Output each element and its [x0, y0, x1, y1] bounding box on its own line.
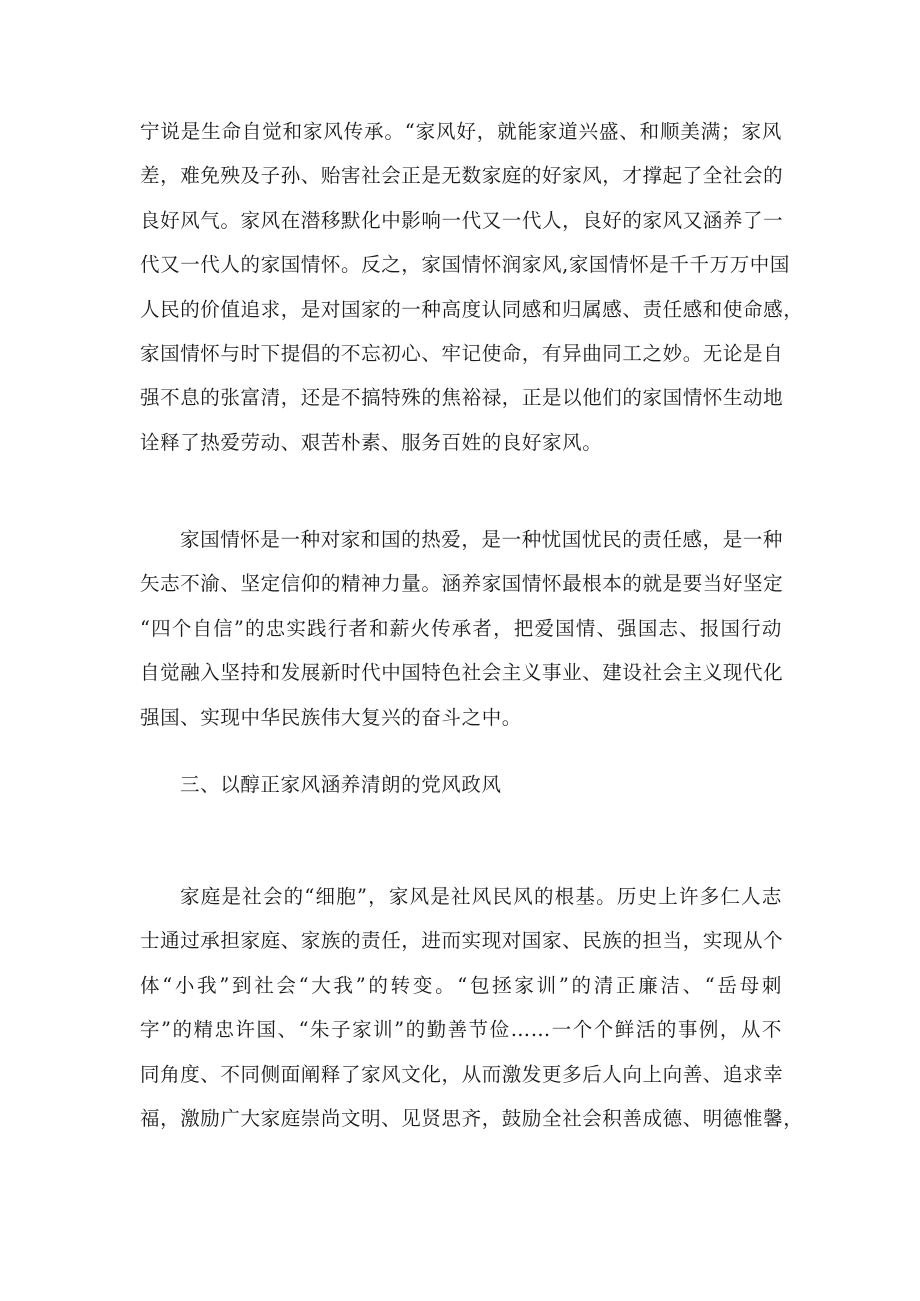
text-line: 福，激励广大家庭崇尚文明、见贤思齐，鼓励全社会积善成德、明德惟馨， [140, 1106, 804, 1130]
text-line: 士通过承担家庭、家族的责任，进而实现对国家、民族的担当，实现从个 [140, 929, 784, 953]
text-line: 字”的精忠许国、“朱子家训”的勤善节俭……一个个鲜活的事例，从不 [140, 1018, 782, 1042]
text-line: 矢志不渝、坚定信仰的精神力量。涵养家国情怀最根本的就是要当好坚定 [140, 572, 784, 596]
text-line: 家国情怀与时下提倡的不忘初心、牢记使命，有异曲同工之妙。无论是自 [140, 341, 784, 365]
text-line: 家庭是社会的“细胞”，家风是社风民风的根基。历史上许多仁人志 [180, 885, 782, 908]
section-heading [140, 763, 782, 807]
text-line: 强不息的张富清，还是不搞特殊的焦裕禄，正是以他们的家国情怀生动地 [140, 386, 784, 410]
text-line: 自觉融入坚持和发展新时代中国特色社会主义事业、建设社会主义现代化 [140, 661, 784, 685]
text-line: 良好风气。家风在潜移默化中影响一代又一代人，良好的家风又涵养了一 [140, 208, 784, 232]
section-heading-text: 三、以醇正家风涵养清朗的党风政风 [180, 773, 502, 796]
text-line: 体“小我”到社会“大我”的转变。“包拯家训”的清正廉洁、“岳母刺 [140, 973, 782, 997]
paragraph-patriotism [140, 518, 782, 740]
text-line: 家国情怀是一种对家和国的热爱，是一种忧国忧民的责任感，是一种 [180, 528, 784, 551]
text-line: “四个自信”的忠实践行者和薪火传承者，把爱国情、强国志、报国行动 [140, 616, 782, 640]
text-line: 同角度、不同侧面阐释了家风文化，从而激发更多后人向上向善、追求幸 [140, 1062, 784, 1086]
text-line: 宁说是生命自觉和家风传承。“家风好，就能家道兴盛、和顺美满；家风 [140, 120, 782, 143]
text-line: 代又一代人的家国情怀。反之，家国情怀润家风,家国情怀是千千万万中国 [140, 253, 790, 277]
text-line: 差，难免殃及子孙、贻害社会正是无数家庭的好家风，才撑起了全社会的 [140, 164, 784, 188]
paragraph-family-tradition [140, 110, 804, 465]
text-line: 强国、实现中华民族伟大复兴的奋斗之中。 [140, 705, 522, 729]
text-line: 诠释了热爱劳动、艰苦朴素、服务百姓的良好家风。 [140, 430, 603, 454]
text-line: 人民的价值追求，是对国家的一种高度认同感和归属感、责任感和使命感， [140, 297, 804, 321]
paragraph-society-cell [140, 875, 804, 1141]
